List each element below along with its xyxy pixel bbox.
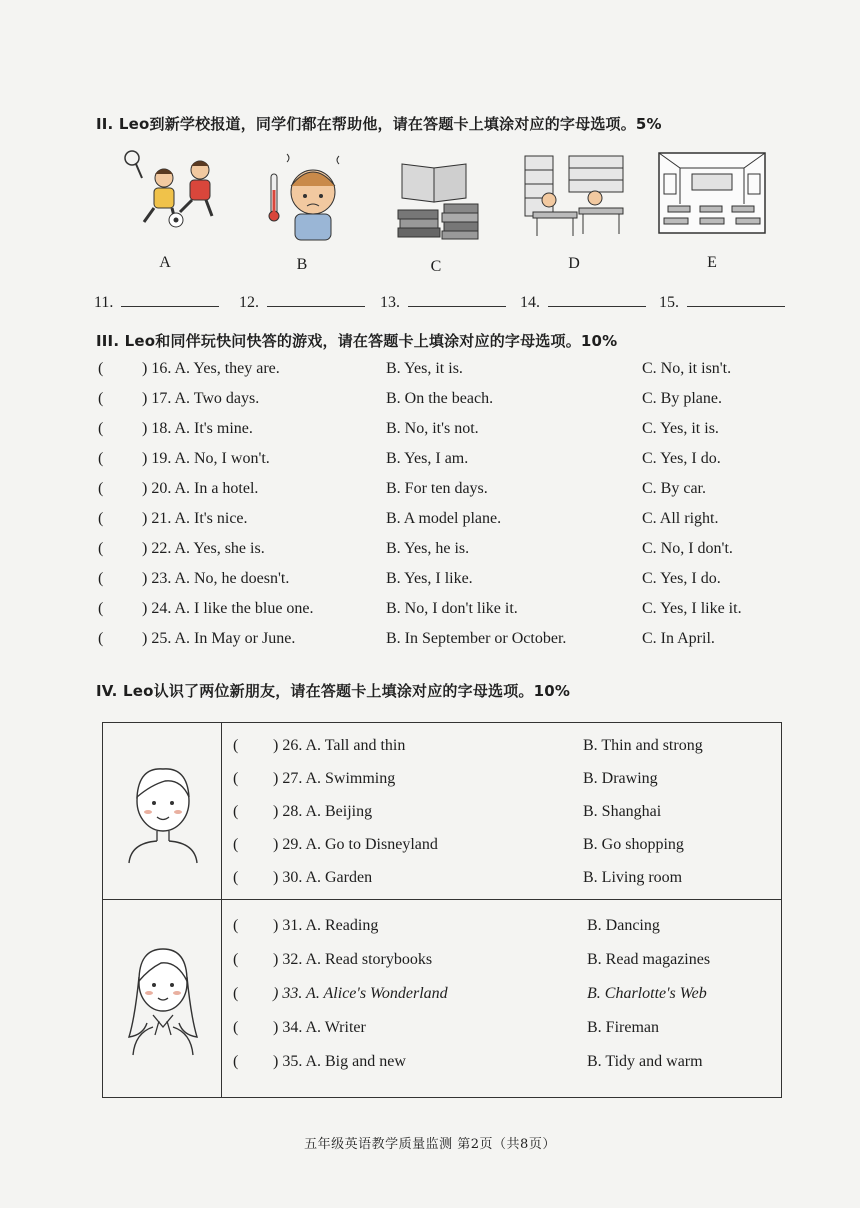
question-23: ( ) 23. A. No, he doesn't. B. Yes, I like. C. Yes, I do. <box>98 570 721 587</box>
question-35: ( ) 35. A. Big and new B. Tidy and warm <box>233 1053 703 1070</box>
blank-line <box>408 292 506 307</box>
question-25: ( ) 25. A. In May or June. B. In September or October. C. In April. <box>98 630 715 647</box>
question-31: ( ) 31. A. Reading B. Dancing <box>233 917 660 934</box>
blank-15: 15. <box>659 292 785 312</box>
question-33: ( ) 33. A. Alice's Wonderland B. Charlotte's Web <box>233 985 707 1002</box>
question-29: ( ) 29. A. Go to Disneyland B. Go shopping <box>233 836 684 853</box>
blank-12: 12. <box>239 292 365 312</box>
section-2-title: II. Leo到新学校报道，同学们都在帮助他，请在答题卡上填涂对应的字母选项。5% <box>96 115 662 133</box>
picture-a <box>105 150 225 275</box>
blank-13: 13. <box>380 292 506 312</box>
blank-line <box>121 292 219 307</box>
answer-blanks <box>94 292 774 318</box>
question-27: ( ) 27. A. Swimming B. Drawing <box>233 770 658 787</box>
picture-b <box>242 150 362 275</box>
question-28: ( ) 28. A. Beijing B. Shanghai <box>233 803 662 820</box>
question-24: ( ) 24. A. I like the blue one. B. No, I don't like it. C. Yes, I like it. <box>98 600 742 617</box>
question-30: ( ) 30. A. Garden B. Living room <box>233 869 683 886</box>
blank-line <box>267 292 365 307</box>
question-19: ( ) 19. A. No, I won't. B. Yes, I am. C. Yes, I do. <box>98 450 721 467</box>
question-18: ( ) 18. A. It's mine. B. No, it's not. C. Yes, it is. <box>98 420 719 437</box>
question-17: ( ) 17. A. Two days. B. On the beach. C. By plane. <box>98 390 722 407</box>
girl-avatar-icon <box>121 937 205 1057</box>
picture-e <box>652 150 772 275</box>
sick-boy-thermometer-icon <box>257 150 347 246</box>
blank-14: 14. <box>520 292 646 312</box>
table-divider <box>221 723 222 1097</box>
section-4-title: IV. Leo认识了两位新朋友，请在答题卡上填涂对应的字母选项。10% <box>96 682 571 700</box>
books-icon <box>388 150 484 242</box>
library-reading-icon <box>519 150 629 240</box>
picture-options <box>100 150 780 275</box>
question-21: ( ) 21. A. It's nice. B. A model plane. C. All right. <box>98 510 719 527</box>
question-32: ( ) 32. A. Read storybooks B. Read magazines <box>233 951 711 968</box>
friends-table <box>102 722 782 1098</box>
blank-11: 11. <box>94 292 219 312</box>
picture-b-letter: B <box>296 256 308 273</box>
table-divider <box>103 899 781 900</box>
blank-line <box>687 292 785 307</box>
picture-d <box>514 150 634 275</box>
question-16: ( ) 16. A. Yes, they are. B. Yes, it is. C. No, it isn't. <box>98 360 732 377</box>
picture-c <box>376 150 496 275</box>
kids-playing-sports-icon <box>106 150 224 240</box>
question-26: ( ) 26. A. Tall and thin B. Thin and strong <box>233 737 703 754</box>
picture-e-letter: E <box>707 254 717 271</box>
section-3-questions <box>98 360 778 660</box>
boy-avatar-icon <box>121 757 205 865</box>
blank-line <box>548 292 646 307</box>
page-footer: 五年级英语教学质量监测 第2页（共8页） <box>304 1137 556 1152</box>
classroom-icon <box>656 150 768 238</box>
section-3-title: III. Leo和同伴玩快问快答的游戏，请在答题卡上填涂对应的字母选项。10% <box>96 332 618 350</box>
question-22: ( ) 22. A. Yes, she is. B. Yes, he is. C. No, I don't. <box>98 540 733 557</box>
picture-d-letter: D <box>568 255 580 272</box>
question-20: ( ) 20. A. In a hotel. B. For ten days. C. By car. <box>98 480 706 497</box>
picture-a-letter: A <box>159 254 171 271</box>
question-34: ( ) 34. A. Writer B. Fireman <box>233 1019 659 1036</box>
picture-c-letter: C <box>430 258 442 275</box>
